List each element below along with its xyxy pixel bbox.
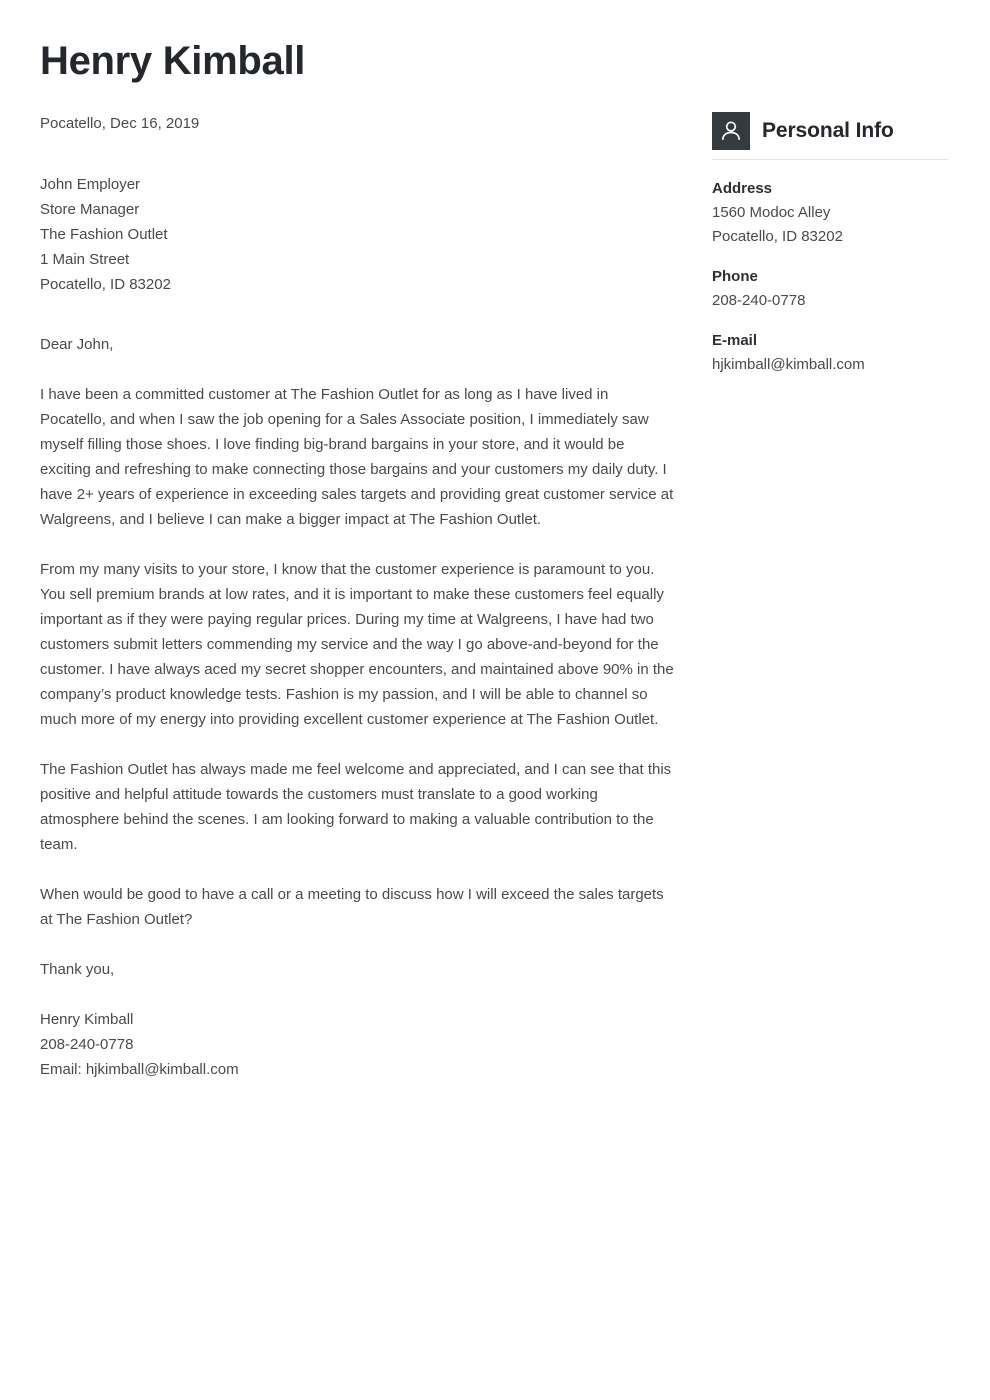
personal-info-title: Personal Info — [762, 119, 894, 142]
signature-email: Email: hjkimball@kimball.com — [40, 1061, 239, 1078]
info-label: E-mail — [712, 332, 758, 349]
info-value: 1560 Modoc Alley — [712, 204, 831, 221]
body-paragraph: The Fashion Outlet has always made me feel welcome and appreciated, and I can see that this positive and helpful attitude towards the customers must translate to a good working atmosphere behind the scenes. I am looking forward to making a valuable contribution to the team. — [40, 761, 672, 853]
body-paragraph: When would be good to have a call or a meeting to discuss how I will exceed the sales targets at The Fashion Outlet? — [40, 886, 664, 928]
info-value: hjkimball@kimball.com — [712, 356, 865, 373]
info-label: Phone — [712, 268, 758, 285]
person-icon — [712, 112, 750, 150]
personal-info-header — [712, 112, 948, 150]
info-value: 208-240-0778 — [712, 292, 806, 309]
info-group-phone — [712, 265, 948, 313]
info-value: Pocatello, ID 83202 — [712, 228, 843, 245]
signature-block — [40, 1007, 675, 1082]
recipient-line: Pocatello, ID 83202 — [40, 276, 171, 293]
signature-phone: 208-240-0778 — [40, 1036, 134, 1053]
recipient-address-block — [40, 172, 675, 297]
sidebar-divider — [712, 159, 948, 160]
info-label: Address — [712, 180, 773, 197]
info-group-email — [712, 329, 948, 377]
recipient-line: 1 Main Street — [40, 251, 130, 268]
body-paragraph: From my many visits to your store, I know that the customer experience is paramount to you. You sell premium brands at low rates, and it is important to make these customers feel equally important as if they were paying regular prices. During my time at Walgreens, I have had two customers submit letters commending my service and the way I go above-and-beyond for the customer. I have always aced my secret shopper encounters, and maintained above 90% in the company’s product knowledge tests. Fashion is my passion, and I will be able to channel so much more of my energy into providing excellent customer experience at The Fashion Outlet. — [40, 561, 674, 728]
letter-content — [40, 113, 675, 1082]
personal-info-sidebar — [712, 112, 948, 393]
body-paragraph: I have been a committed customer at The Fashion Outlet for as long as I have lived in Pocatello, and when I saw the job opening for a Sales Associate position, I immediately saw myself filling those shoes. I love finding big-brand bargains in your store, and it would be exciting and refreshing to make connecting those bargains and your customers my daily duty. I have 2+ years of experience in exceeding sales targets and providing great customer service at Walgreens, and I believe I can make a bigger impact at The Fashion Outlet. — [40, 386, 674, 528]
recipient-line: The Fashion Outlet — [40, 226, 168, 243]
page-title: Henry Kimball — [40, 39, 306, 83]
closing-line: Thank you, — [40, 961, 115, 978]
salutation: Dear John, — [40, 336, 114, 353]
recipient-line: Store Manager — [40, 201, 140, 218]
signature-name: Henry Kimball — [40, 1011, 134, 1028]
date-line: Pocatello, Dec 16, 2019 — [40, 115, 200, 132]
info-group-address — [712, 177, 948, 249]
recipient-line: John Employer — [40, 176, 141, 193]
